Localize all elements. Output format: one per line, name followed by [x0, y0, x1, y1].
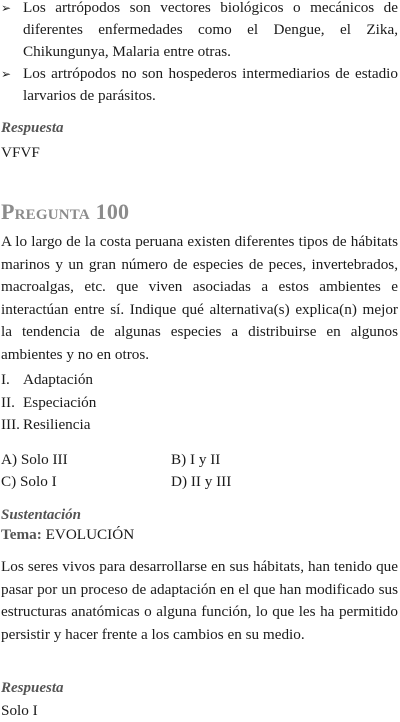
answer-label: Respuesta — [1, 680, 64, 696]
roman-list — [1, 369, 301, 437]
answer-value: Solo I — [1, 702, 38, 719]
roman-number: III. — [1, 416, 20, 433]
option-b: B) I y II — [171, 451, 221, 468]
question-title: Pregunta 100 — [1, 199, 130, 224]
bullet-item — [0, 63, 400, 107]
previous-answer-label: Respuesta — [1, 120, 64, 136]
option-c: C) Solo I — [1, 473, 57, 490]
roman-text: Especiación — [23, 393, 97, 411]
answer-options — [1, 449, 399, 493]
roman-number: I. — [1, 371, 10, 388]
question-statement: A lo largo de la costa peruana existen diferentes tipos de hábitats marinos y un gran número de especies de peces, invertebrados, macroalgas, etc. que viven asociadas a estos ambientes e interactúan entre sí. Indique qué alternativa(s) explica(n) mejor la tendencia de algunas especies a distribuirse en algunos ambientes y no en otros. — [1, 233, 398, 363]
bullet-item — [0, 0, 400, 63]
tema-line — [1, 524, 134, 546]
option-a: A) Solo III — [1, 451, 68, 468]
bullet-text: Los artrópodos son vectores biológicos o mecánicos de diferentes enfermedades como el Dengue, el Zika, Chikungunya, Malaria entre otras. — [23, 0, 398, 60]
options-row — [1, 471, 399, 493]
roman-text: Adaptación — [23, 371, 94, 388]
options-row — [1, 449, 399, 471]
tema-label: Tema: — [1, 526, 42, 543]
sustentacion-text: Los seres vivos para desarrollarse en sus hábitats, han tenido que pasar por un proceso de adaptación en el que han modificado sus estructuras anatómicas o alguna función, lo que les ha permitido persistir y hacer frente a los cambios en su medio. — [1, 558, 398, 643]
roman-item — [1, 392, 301, 415]
roman-number: II. — [1, 393, 15, 411]
bullet-text: Los artrópodos no son hospederos intermediarios de estadio larvarios de parásitos. — [23, 65, 398, 104]
arrow-bullet-icon: ➢ — [1, 1, 12, 15]
tema-value: EVOLUCIÓN — [45, 526, 135, 543]
arrow-bullet-icon: ➢ — [1, 67, 12, 81]
roman-item — [1, 369, 301, 392]
option-d: D) II y III — [171, 473, 232, 490]
bullet-list — [0, 0, 400, 107]
sustentacion-label: Sustentación — [1, 507, 82, 523]
roman-text: Resiliencia — [23, 416, 91, 433]
previous-answer-value: VFVF — [1, 144, 40, 161]
roman-item — [1, 414, 301, 437]
